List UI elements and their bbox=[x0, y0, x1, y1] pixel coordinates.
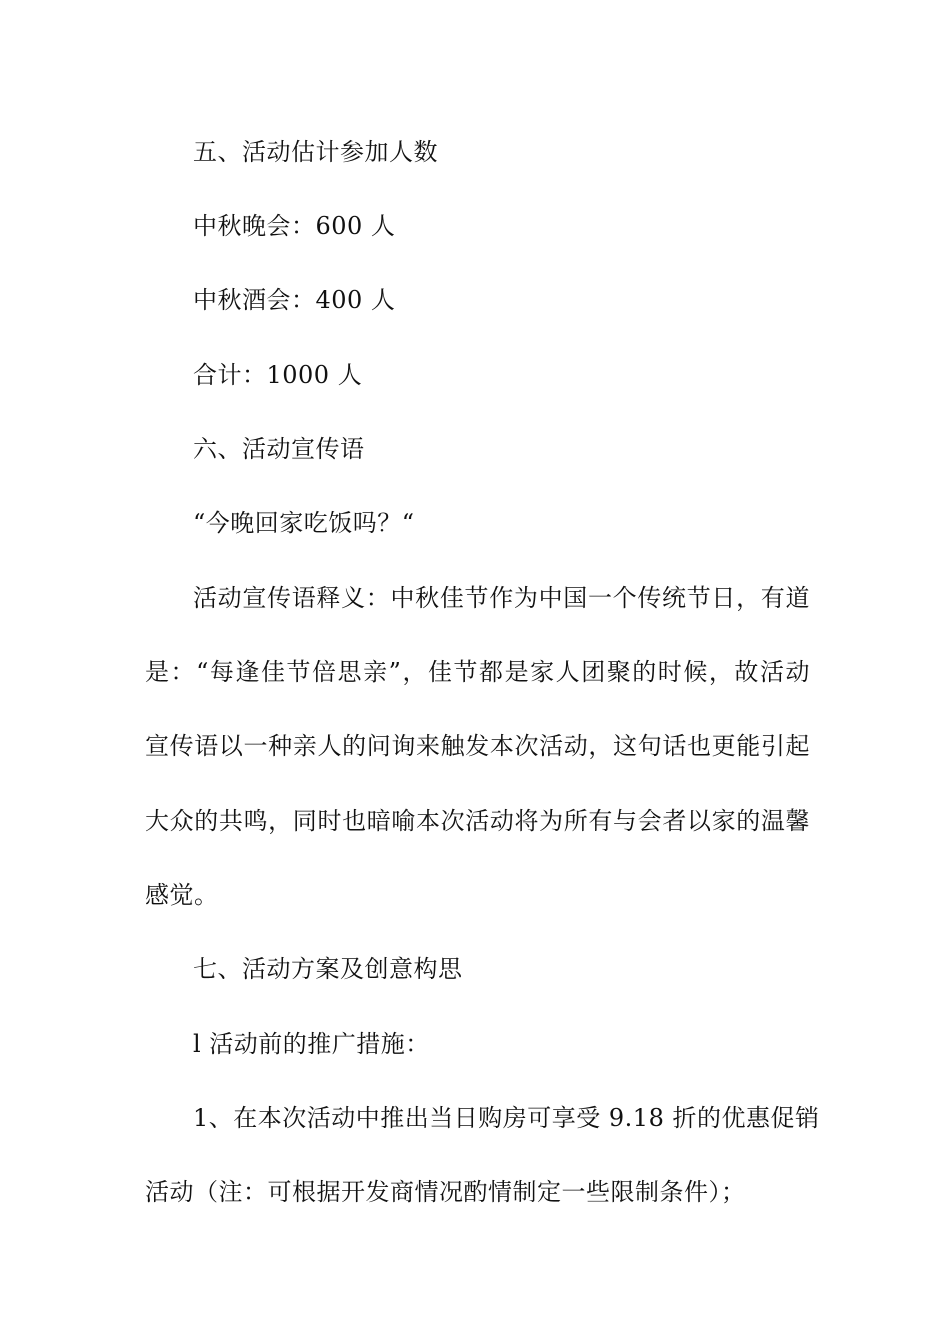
paragraph-line: 活动（注：可根据开发商情况酌情制定一些限制条件）； bbox=[145, 1178, 746, 1206]
paragraph-line: 活动宣传语释义：中秋佳节作为中国一个传统节日，有道 bbox=[193, 584, 810, 612]
paragraph-line: 1、在本次活动中推出当日购房可享受 9.18 折的优惠促销 bbox=[193, 1104, 820, 1132]
section-heading-7: 七、活动方案及创意构思 bbox=[193, 955, 463, 983]
paragraph-line: 感觉。 bbox=[145, 881, 219, 909]
section-heading-6: 六、活动宣传语 bbox=[193, 435, 365, 463]
paragraph-line: 中秋酒会：400 人 bbox=[193, 286, 396, 314]
section-heading-5: 五、活动估计参加人数 bbox=[193, 138, 438, 166]
paragraph-line: 宣传语以一种亲人的问询来触发本次活动，这句话也更能引起 bbox=[145, 732, 810, 760]
paragraph-line: 是：“每逢佳节倍思亲”，佳节都是家人团聚的时候，故活动 bbox=[145, 658, 810, 686]
subheading-line: l 活动前的推广措施： bbox=[193, 1030, 430, 1058]
slogan-line: “今晚回家吃饭吗？“ bbox=[193, 509, 415, 537]
paragraph-line: 大众的共鸣，同时也暗喻本次活动将为所有与会者以家的温馨 bbox=[145, 807, 810, 835]
paragraph-line: 中秋晚会：600 人 bbox=[193, 212, 396, 240]
paragraph-line: 合计：1000 人 bbox=[193, 361, 363, 389]
